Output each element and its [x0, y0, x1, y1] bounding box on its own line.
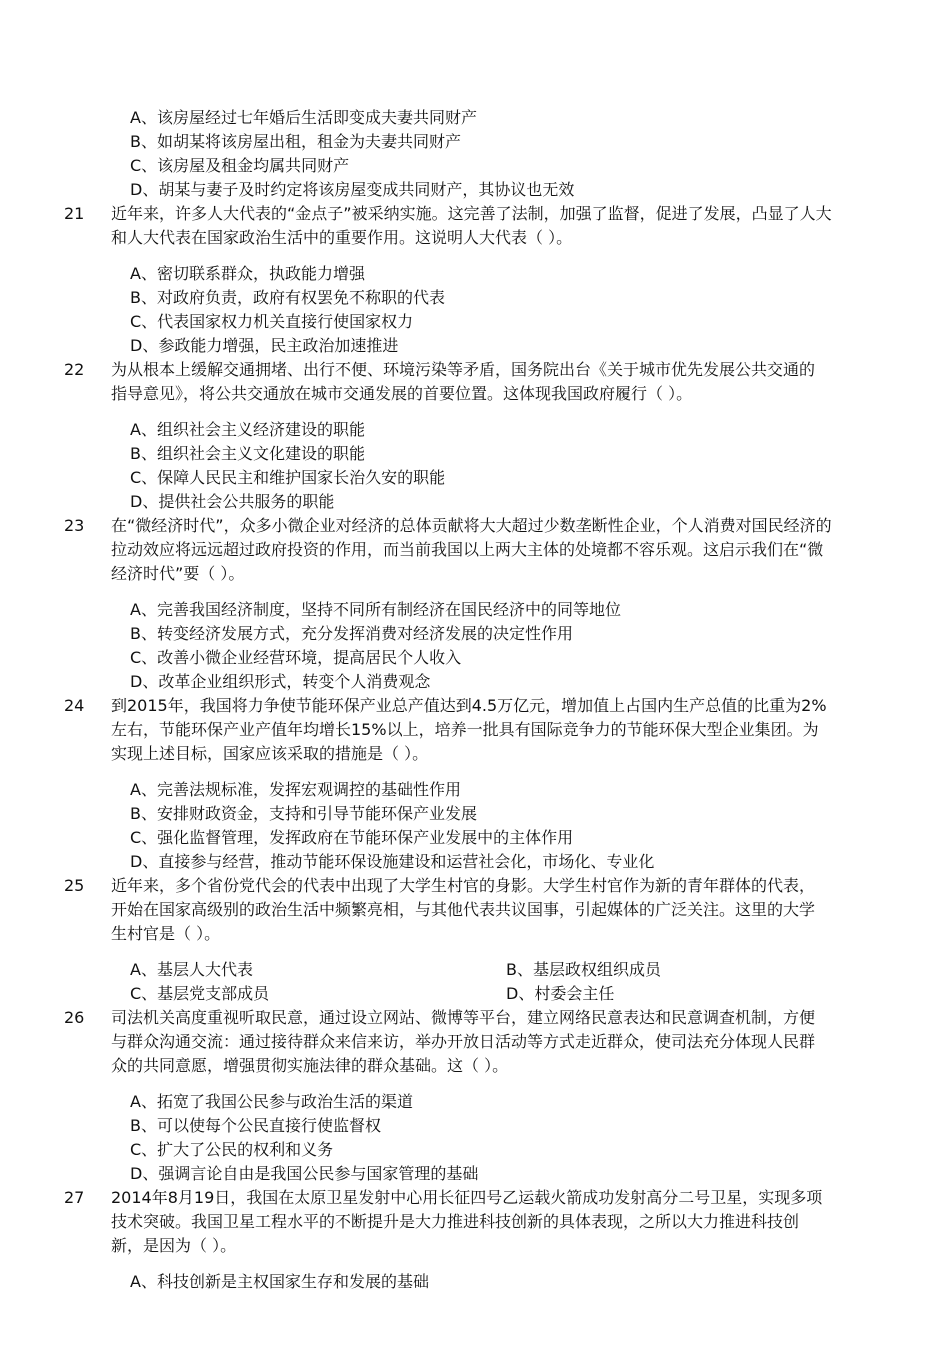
- option-a: A、密切联系群众，执政能力增强: [130, 264, 365, 283]
- question-number: 25: [64, 876, 85, 895]
- option-a: A、科技创新是主权国家生存和发展的基础: [130, 1272, 429, 1291]
- question-number: 23: [64, 516, 85, 535]
- question-text-line: 到2015年，我国将力争使节能环保产业总产值达到4.5万亿元，增加值上占国内生产总值的比重为2%: [111, 696, 827, 715]
- option-d: D、直接参与经营，推动节能环保设施建设和运营社会化，市场化、专业化: [130, 852, 655, 871]
- question-number: 24: [64, 696, 85, 715]
- question-text-line: 与群众沟通交流：通过接待群众来信来访，举办开放日活动等方式走近群众，使司法充分体现人民群: [111, 1032, 816, 1051]
- question-text-line: 新，是因为（ ）。: [111, 1236, 237, 1255]
- option-d: D、提供社会公共服务的职能: [130, 492, 335, 511]
- option-d: D、强调言论自由是我国公民参与国家管理的基础: [130, 1164, 479, 1183]
- option-a: A、基层人大代表: [130, 960, 253, 979]
- question-text-line: 为从根本上缓解交通拥堵、出行不便、环境污染等矛盾，国务院出台《关于城市优先发展公共交通的: [111, 360, 816, 379]
- option-c: C、基层党支部成员: [130, 984, 270, 1003]
- option-a: A、拓宽了我国公民参与政治生活的渠道: [130, 1092, 413, 1111]
- option-b: B、对政府负责，政府有权罢免不称职的代表: [130, 288, 445, 307]
- option-b: B、安排财政资金，支持和引导节能环保产业发展: [130, 804, 477, 823]
- question-text-line: 左右，节能环保产业产值年均增长15%以上，培养一批具有国际竞争力的节能环保大型企业集团。为: [111, 720, 819, 739]
- option-c: C、强化监督管理，发挥政府在节能环保产业发展中的主体作用: [130, 828, 574, 847]
- option-a: A、组织社会主义经济建设的职能: [130, 420, 365, 439]
- option-20-d: D、胡某与妻子及时约定将该房屋变成共同财产，其协议也无效: [130, 180, 575, 199]
- option-a: A、完善我国经济制度，坚持不同所有制经济在国民经济中的同等地位: [130, 600, 621, 619]
- option-c: C、代表国家权力机关直接行使国家权力: [130, 312, 414, 331]
- question-text-line: 实现上述目标，国家应该采取的措施是（ ）。: [111, 744, 429, 763]
- option-b: B、基层政权组织成员: [506, 960, 661, 979]
- question-text-line: 众的共同意愿，增强贯彻实施法律的群众基础。这（ ）。: [111, 1056, 509, 1075]
- question-text-line: 2014年8月19日，我国在太原卫星发射中心用长征四号乙运载火箭成功发射高分二号卫星，实现多项: [111, 1188, 823, 1207]
- option-a: A、完善法规标准，发挥宏观调控的基础性作用: [130, 780, 461, 799]
- option-b: B、转变经济发展方式，充分发挥消费对经济发展的决定性作用: [130, 624, 573, 643]
- question-text-line: 指导意见》，将公共交通放在城市交通发展的首要位置。这体现我国政府履行（ ）。: [111, 384, 693, 403]
- question-text-line: 生村官是（ ）。: [111, 924, 221, 943]
- option-c: C、扩大了公民的权利和义务: [130, 1140, 334, 1159]
- question-text-line: 司法机关高度重视听取民意，通过设立网站、微博等平台，建立网络民意表达和民意调查机制，方便: [111, 1008, 816, 1027]
- option-d: D、改革企业组织形式，转变个人消费观念: [130, 672, 431, 691]
- option-b: B、可以使每个公民直接行使监督权: [130, 1116, 381, 1135]
- question-text-line: 拉动效应将远远超过政府投资的作用，而当前我国以上两大主体的处境都不容乐观。这启示我们在“微: [111, 540, 824, 559]
- question-number: 27: [64, 1188, 85, 1207]
- option-b: B、组织社会主义文化建设的职能: [130, 444, 365, 463]
- question-text-line: 开始在国家高级别的政治生活中频繁亮相，与其他代表共议国事，引起媒体的广泛关注。这里的大学: [111, 900, 816, 919]
- question-number: 22: [64, 360, 85, 379]
- option-c: C、保障人民民主和维护国家长治久安的职能: [130, 468, 446, 487]
- option-d: D、村委会主任: [506, 984, 615, 1003]
- question-text-line: 和人大代表在国家政治生活中的重要作用。这说明人大代表（ ）。: [111, 228, 573, 247]
- option-c: C、改善小微企业经营环境，提高居民个人收入: [130, 648, 462, 667]
- option-20-a: A、该房屋经过七年婚后生活即变成夫妻共同财产: [130, 108, 477, 127]
- question-text-line: 近年来，许多人大代表的“金点子”被采纳实施。这完善了法制，加强了监督，促进了发展，凸显了人大: [111, 204, 832, 223]
- option-20-c: C、该房屋及租金均属共同财产: [130, 156, 350, 175]
- question-number: 26: [64, 1008, 85, 1027]
- question-text-line: 技术突破。我国卫星工程水平的不断提升是大力推进科技创新的具体表现，之所以大力推进科技创: [111, 1212, 800, 1231]
- question-text-line: 经济时代”要（ ）。: [111, 564, 245, 583]
- option-d: D、参政能力增强，民主政治加速推进: [130, 336, 399, 355]
- question-text-line: 在“微经济时代”，众多小微企业对经济的总体贡献将大大超过少数垄断性企业，个人消费对国民经济的: [111, 516, 832, 535]
- option-20-b: B、如胡某将该房屋出租，租金为夫妻共同财产: [130, 132, 461, 151]
- question-text-line: 近年来，多个省份党代会的代表中出现了大学生村官的身影。大学生村官作为新的青年群体的代表，: [111, 876, 816, 895]
- question-number: 21: [64, 204, 85, 223]
